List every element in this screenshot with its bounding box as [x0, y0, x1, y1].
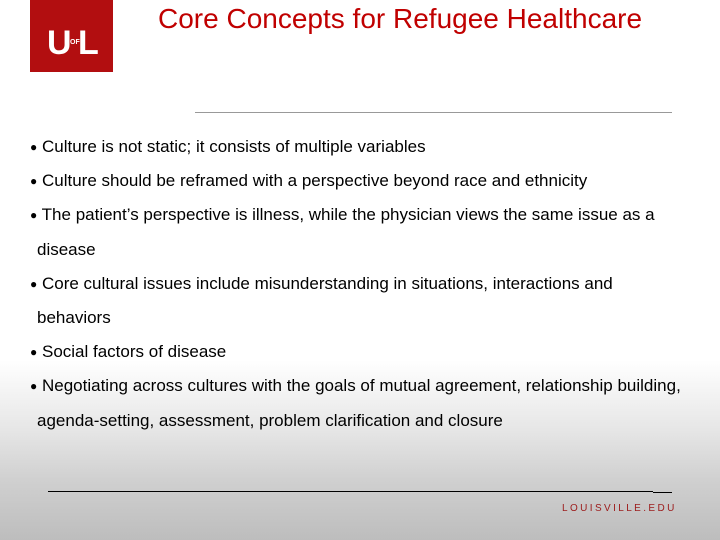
bullet-item: ● Culture should be reframed with a perspective beyond race and ethnicity	[30, 171, 588, 191]
slide-title: Core Concepts for Refugee Healthcare	[158, 3, 643, 34]
bullet-icon: ●	[30, 345, 38, 360]
footer-divider	[48, 491, 653, 492]
bullet-icon: ●	[30, 379, 38, 394]
bullet-item: ● Negotiating across cultures with the goals of mutual agreement, relationship building, agenda-setting, assessment, problem clarification and closure	[30, 376, 681, 430]
title-divider	[195, 112, 672, 113]
footer-divider-accent	[653, 492, 672, 493]
bullet-list	[30, 130, 690, 438]
bullet-icon: ●	[30, 174, 38, 189]
bullet-item: ● Social factors of disease	[30, 342, 227, 362]
footer-url: LOUISVILLE.EDU	[562, 503, 677, 514]
bullet-icon: ●	[30, 276, 38, 291]
bullet-icon: ●	[30, 208, 38, 223]
bullet-item: ● Core cultural issues include misunderstanding in situations, interactions and behaviors	[30, 273, 613, 328]
bullet-icon: ●	[30, 140, 38, 154]
bullet-item: ● The patient’s perspective is illness, while the physician views the same issue as a disease	[30, 205, 655, 259]
uofl-logo: U OF L	[30, 0, 113, 72]
bullet-item: ● Culture is not static; it consists of multiple variables	[30, 137, 426, 156]
